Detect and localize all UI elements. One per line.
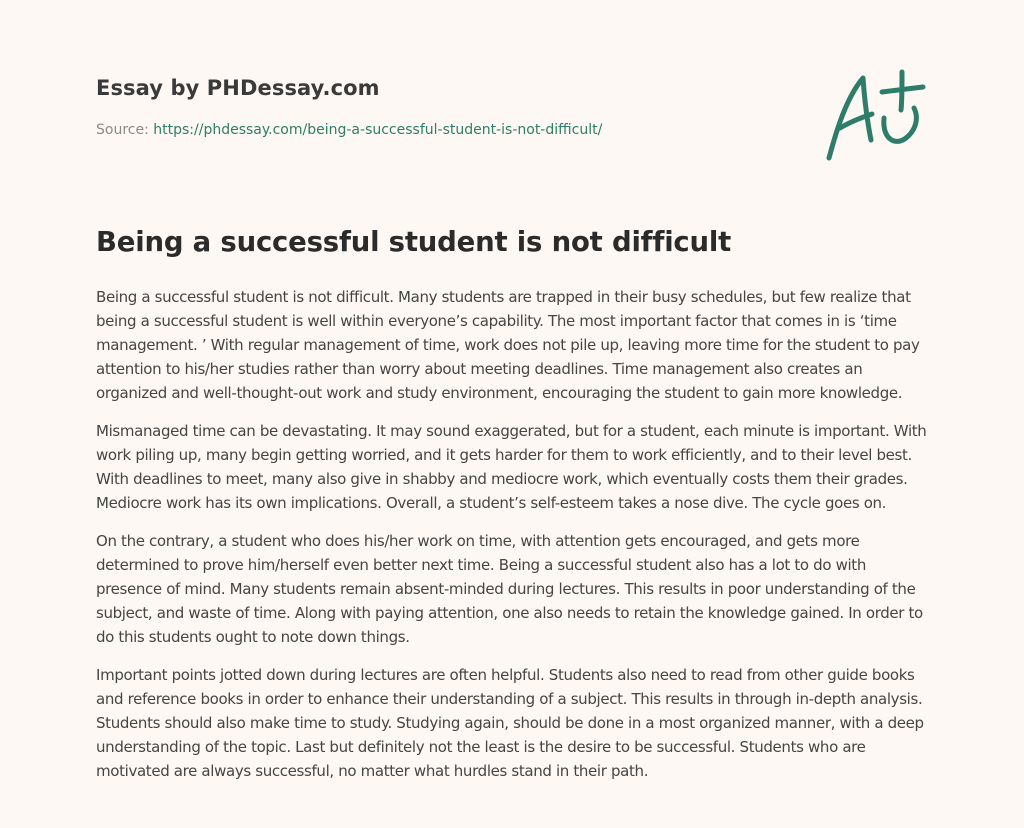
a-plus-grade-icon <box>822 68 926 164</box>
header <box>96 76 796 138</box>
paragraph: Being a successful student is not difficult. Many students are trapped in their busy schedules, but few realize that being a successful student is well within everyone’s capability. The most important factor that comes in is ‘time management. ’ With regular management of time, work does not pile up, leaving more time for the student to pay attention to his/her studies rather than worry about meeting deadlines. Time management also creates an organized and well-thought-out work and study environment, encouraging the student to gain more knowledge. <box>96 288 920 402</box>
site-brand: Essay by PHDessay.com <box>96 76 380 100</box>
source-label: Source: <box>96 122 149 138</box>
paragraph: Important points jotted down during lectures are often helpful. Students also need to read from other guide books and reference books in order to enhance their understanding of a subject. This results in through in-depth analysis. Students should also make time to study. Studying again, should be done in a most organized manner, with a deep understanding of the topic. Last but definitely not the least is the desire to be successful. Students who are motivated are always successful, no matter what hurdles stand in their path. <box>96 666 924 780</box>
source-line <box>96 122 796 138</box>
paragraph: Mismanaged time can be devastating. It may sound exaggerated, but for a student, each minute is important. With work piling up, many begin getting worried, and it gets harder for them to work efficiently, and to their level best. With deadlines to meet, many also give in shabby and mediocre work, which eventually costs them their grades. Mediocre work has its own implications. Overall, a student’s self-esteem takes a nose dive. The cycle goes on. <box>96 422 927 512</box>
essay-title: Being a successful student is not difficult <box>96 226 732 258</box>
essay-body <box>96 285 932 797</box>
paragraph: On the contrary, a student who does his/her work on time, with attention gets encouraged, and gets more determined to prove him/herself even better next time. Being a successful student also has a lot to do with presence of mind. Many students remain absent-minded during lectures. This results in poor understanding of the subject, and waste of time. Along with paying attention, one also needs to retain the knowledge gained. In order to do this students ought to note down things. <box>96 532 923 646</box>
source-link[interactable]: https://phdessay.com/being-a-successful-student-is-not-difficult/ <box>153 122 603 138</box>
